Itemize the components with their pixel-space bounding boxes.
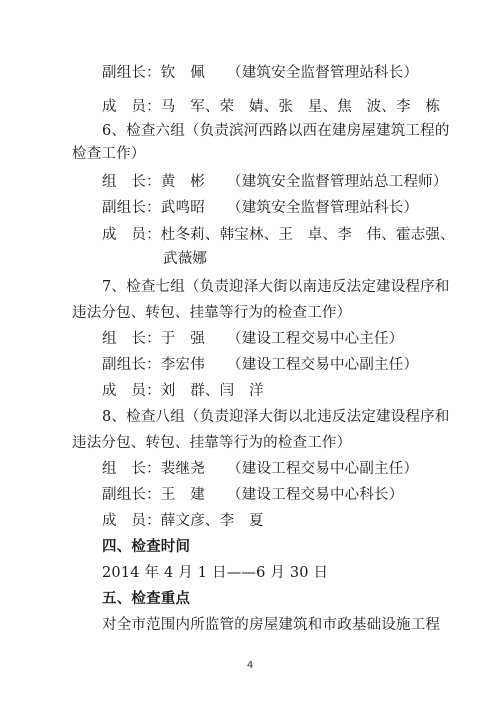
text-line: 组 长：黄 彬 （建筑安全监督管理站总工程师） (102, 174, 448, 190)
text-line: 2014 年 4 月 1 日——6 月 30 日 (102, 565, 329, 581)
text-line: 8、检查八组（负责迎泽大街以北违反法定建设程序和 (102, 409, 450, 425)
text-line: 成 员：薛文彦、李 夏 (102, 513, 264, 529)
text-line: 检查工作） (72, 146, 146, 162)
text-line: 违法分包、转包、挂靠等行为的检查工作） (72, 305, 352, 321)
text-line: 副组长：王 建 （建设工程交易中心科长） (102, 487, 404, 503)
text-line: 7、检查七组（负责迎泽大街以南违反法定建设程序和 (102, 279, 450, 295)
text-line: 成 员：刘 群、闫 洋 (102, 383, 264, 399)
text-line: 武薇娜 (163, 251, 208, 267)
text-line: 副组长：李宏伟 （建设工程交易中心副主任） (102, 357, 419, 373)
text-line: 组 长：裴继尧 （建设工程交易中心副主任） (102, 461, 419, 477)
section-heading: 五、检查重点 (102, 590, 191, 607)
section-heading: 四、检查时间 (102, 538, 191, 555)
text-line: 成 员：杜冬莉、韩宝林、王 卓、李 伟、霍志强、 (102, 227, 455, 243)
page-number: 4 (246, 660, 254, 671)
text-line: 副组长：武鸣昭 （建筑安全监督管理站科长） (102, 200, 419, 216)
text-line: 违法分包、转包、挂靠等行为的检查工作） (72, 435, 352, 451)
text-line: 副组长：钦 佩 （建筑安全监督管理站科长） (102, 65, 419, 81)
text-line: 成 员：马 军、荣 婧、张 星、焦 波、李 栋 (102, 99, 441, 115)
text-line: 对全市范围内所监管的房屋建筑和市政基础设施工程 (102, 617, 441, 633)
text-line: 组 长：于 强 （建设工程交易中心主任） (102, 331, 404, 347)
text-line: 6、检查六组（负责滨河西路以西在建房屋建筑工程的 (102, 123, 450, 139)
